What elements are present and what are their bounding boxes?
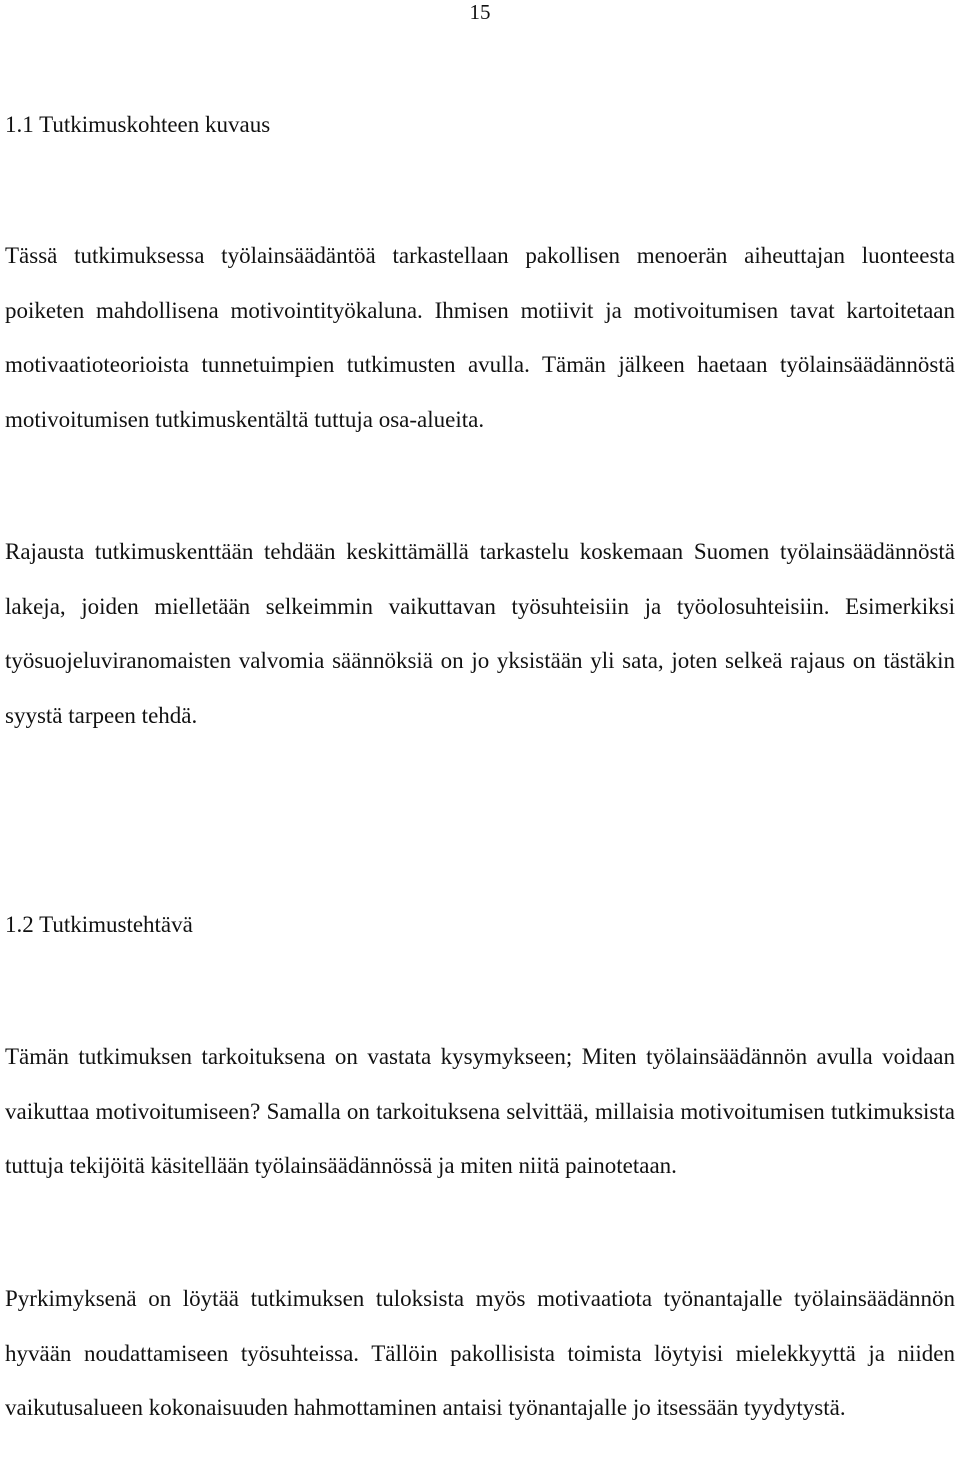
- paragraph-1-1-a: Tässä tutkimuksessa työlainsäädäntöä tarkastellaan pakollisen menoerän aiheuttajan luonteesta poiketen mahdollisena motivointityökaluna. Ihmisen motiivit ja motivoitumisen tavat kartoitetaan motivaatioteorioista tunnetuimpien tutkimusten avulla. Tämän jälkeen haetaan työlainsäädännöstä motivoitumisen tutkimuskentältä tuttuja osa-alueita.: [5, 243, 955, 432]
- section-heading-1-1: 1.1 Tutkimuskohteen kuvaus: [5, 112, 271, 137]
- paragraph-1-1-b: Rajausta tutkimuskenttään tehdään keskittämällä tarkastelu koskemaan Suomen työlainsäädännöstä lakeja, joiden mielletään selkeimmin vaikuttavan työsuhteisiin ja työolosuhteisiin. Esimerkiksi työsuojeluviranomaisten valvomia säännöksiä on jo yksistään yli sata, joten selkeä rajaus on tästäkin syystä tarpeen tehdä.: [5, 539, 955, 728]
- paragraph-1-2-b: Pyrkimyksenä on löytää tutkimuksen tuloksista myös motivaatiota työnantajalle työlainsäädännön hyvään noudattamiseen työsuhteissa. Tällöin pakollisista toimista löytyisi mielekkyyttä ja niiden vaikutusalueen kokonaisuuden hahmottaminen antaisi työnantajalle jo itsessään tyydytystä.: [5, 1286, 955, 1421]
- paragraph-1-2-a: Tämän tutkimuksen tarkoituksena on vastata kysymykseen; Miten työlainsäädännön avulla voidaan vaikuttaa motivoitumiseen? Samalla on tarkoituksena selvittää, millaisia motivoitumisen tutkimuksista tuttuja tekijöitä käsitellään työlainsäädännössä ja miten niitä painotetaan.: [5, 1044, 955, 1179]
- section-heading-1-2: 1.2 Tutkimustehtävä: [5, 912, 193, 937]
- page-number: 15: [469, 0, 491, 24]
